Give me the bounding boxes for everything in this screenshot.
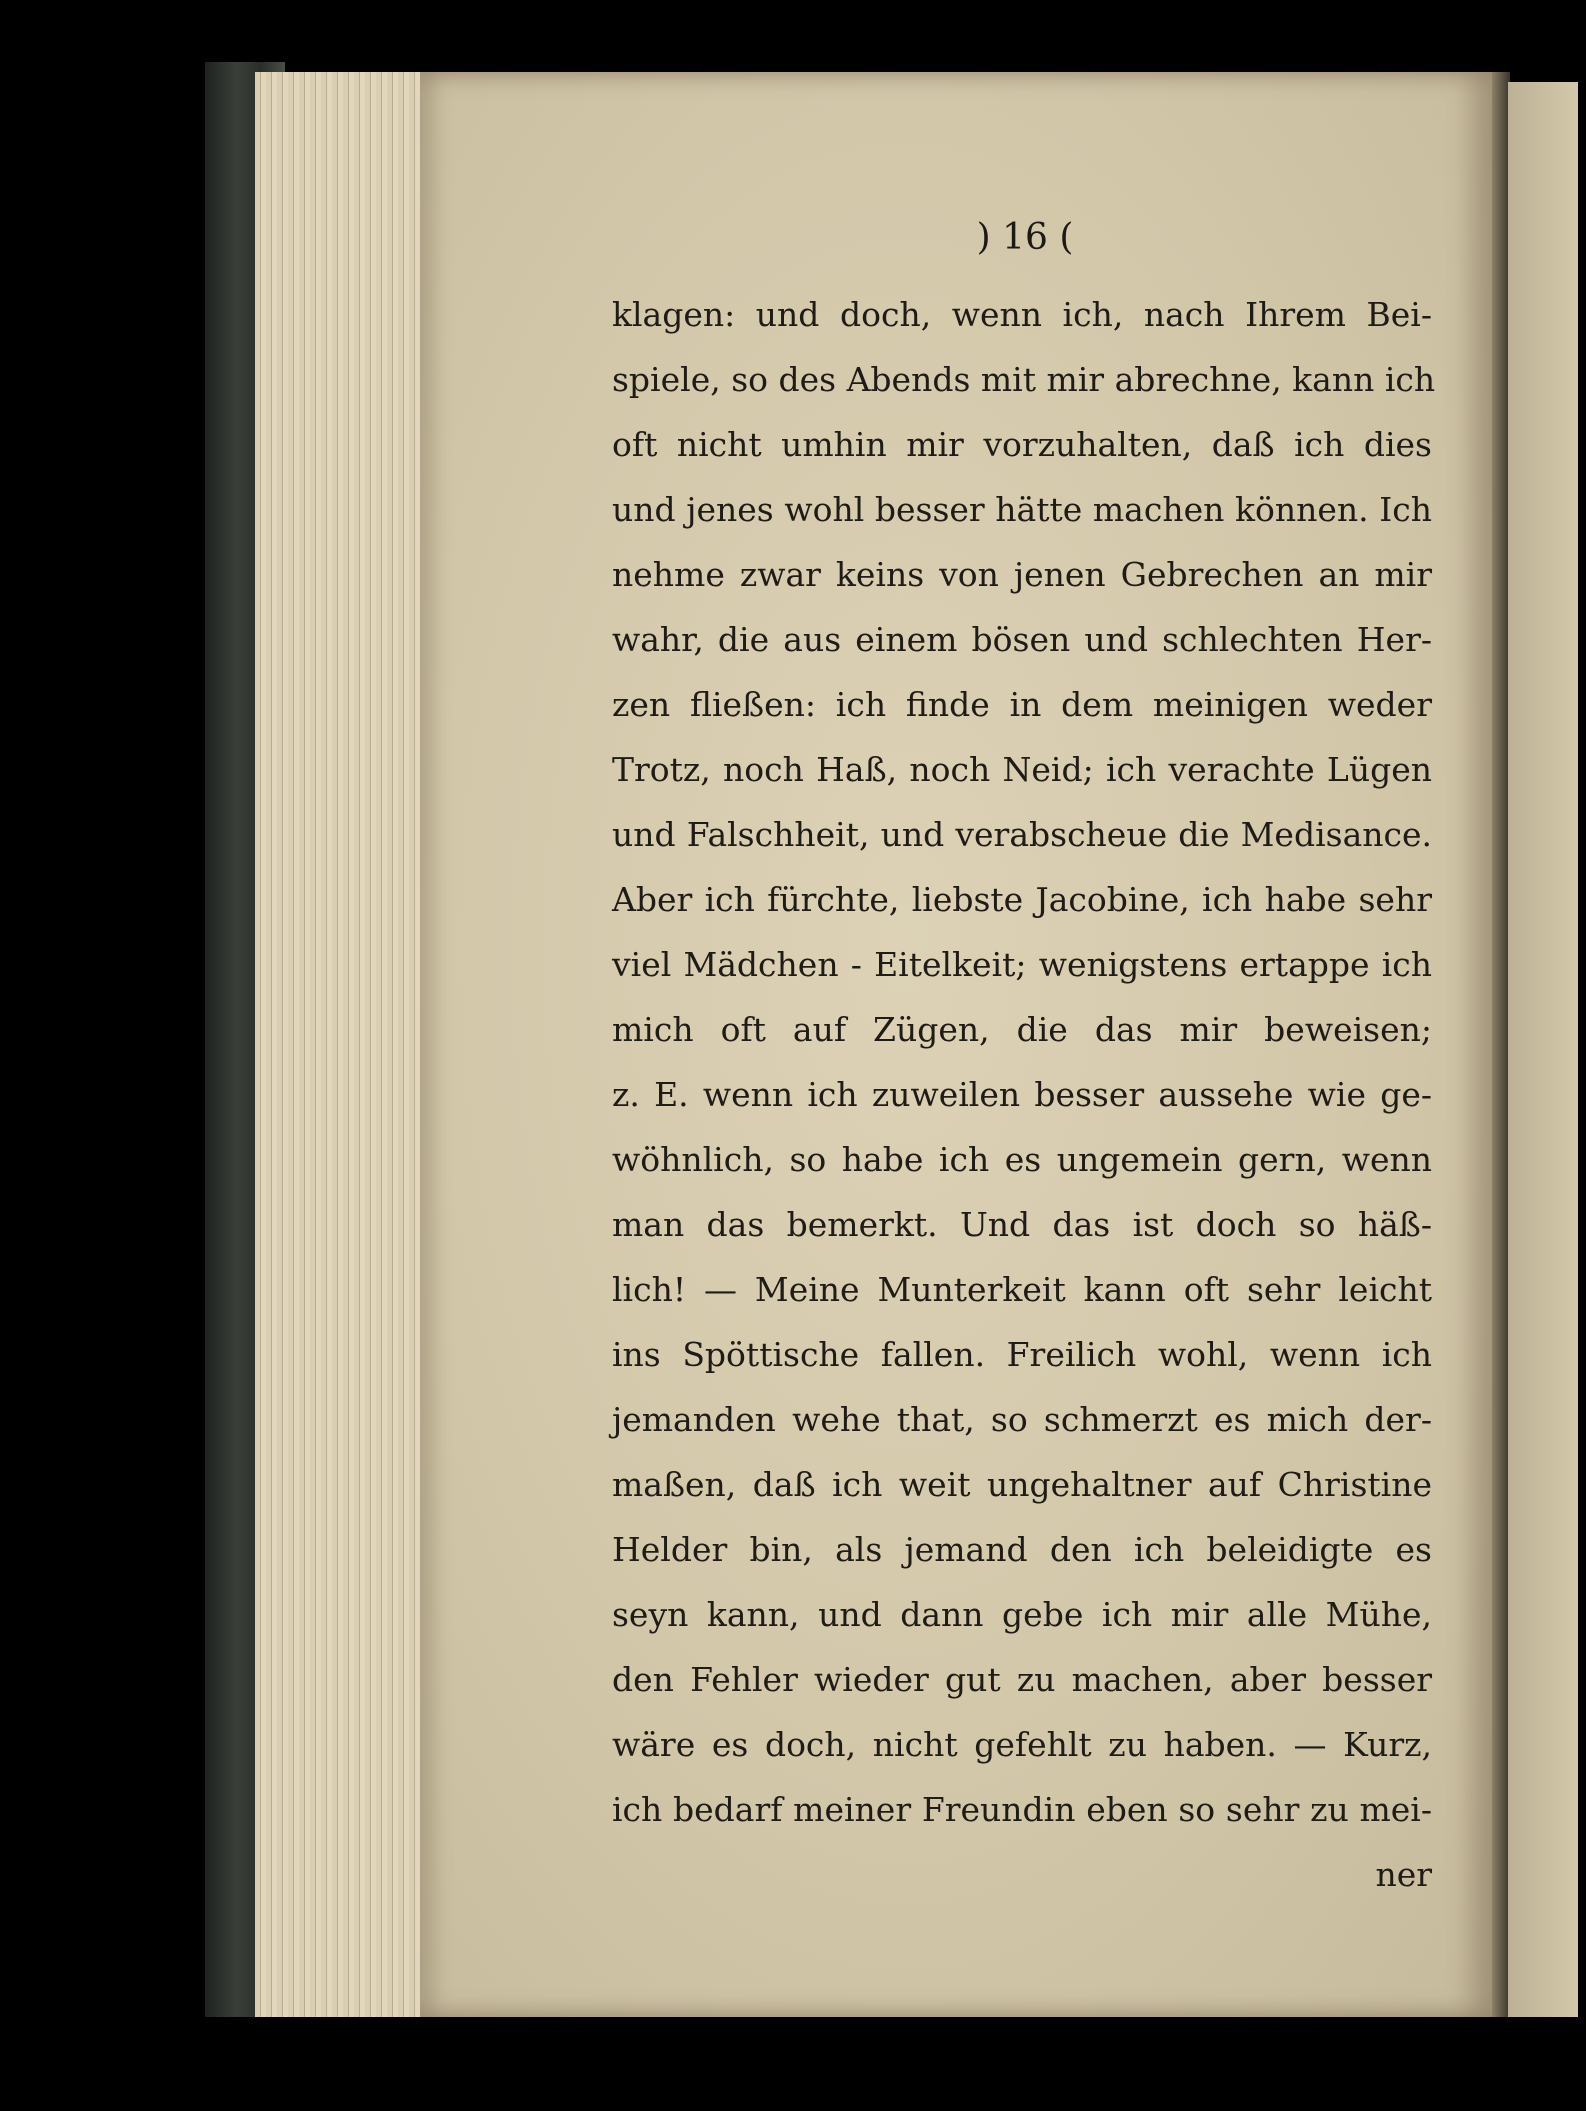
text-line: maßen, daß ich weit ungehaltner auf Christine: [612, 1465, 1432, 1504]
text-line: seyn kann, und dann gebe ich mir alle Mühe,: [612, 1595, 1432, 1634]
text-line: oft nicht umhin mir vorzuhalten, daß ich dies: [612, 425, 1432, 464]
text-line: wäre es doch, nicht gefehlt zu haben. — Kurz,: [612, 1725, 1432, 1764]
catchword: ner: [1375, 1855, 1432, 1894]
text-line: viel Mädchen - Eitelkeit; wenigstens ertappe ich: [612, 945, 1432, 984]
text-line: z. E. wenn ich zuweilen besser aussehe wie ge-: [612, 1075, 1432, 1114]
page-stack-edges: [255, 72, 430, 2017]
text-line: Trotz, noch Haß, noch Neid; ich verachte Lügen: [612, 750, 1432, 789]
text-line: man das bemerkt. Und das ist doch so häß-: [612, 1205, 1432, 1244]
facing-page-edge: [1508, 82, 1578, 2017]
text-line: ich bedarf meiner Freundin eben so sehr zu mei-: [612, 1790, 1432, 1829]
text-line: mich oft auf Zügen, die das mir beweisen;: [612, 1010, 1432, 1049]
page-text: [612, 282, 1436, 1907]
text-line: und Falschheit, und verabscheue die Medisance.: [612, 815, 1432, 854]
text-line: nehme zwar keins von jenen Gebrechen an mir: [612, 555, 1432, 594]
text-line: lich! — Meine Munterkeit kann oft sehr leicht: [612, 1270, 1432, 1309]
text-line: wöhnlich, so habe ich es ungemein gern, wenn: [612, 1140, 1432, 1179]
text-line: wahr, die aus einem bösen und schlechten Her-: [612, 620, 1432, 659]
text-line: Aber ich fürchte, liebste Jacobine, ich habe sehr: [612, 880, 1432, 919]
text-line: klagen: und doch, wenn ich, nach Ihrem Bei-: [612, 295, 1432, 334]
text-line: Helder bin, als jemand den ich beleidigte es: [612, 1530, 1432, 1569]
text-line: spiele, so des Abends mit mir abrechne, kann ich: [612, 360, 1436, 399]
text-line: und jenes wohl besser hätte machen können. Ich: [612, 490, 1432, 529]
text-line: jemanden wehe that, so schmerzt es mich der-: [612, 1400, 1432, 1439]
text-line: ins Spöttische fallen. Freilich wohl, wenn ich: [612, 1335, 1432, 1374]
page-number: ) 16 (: [976, 217, 1074, 258]
text-line: zen fließen: ich finde in dem meinigen weder: [612, 685, 1432, 724]
text-line: den Fehler wieder gut zu machen, aber besser: [612, 1660, 1432, 1699]
